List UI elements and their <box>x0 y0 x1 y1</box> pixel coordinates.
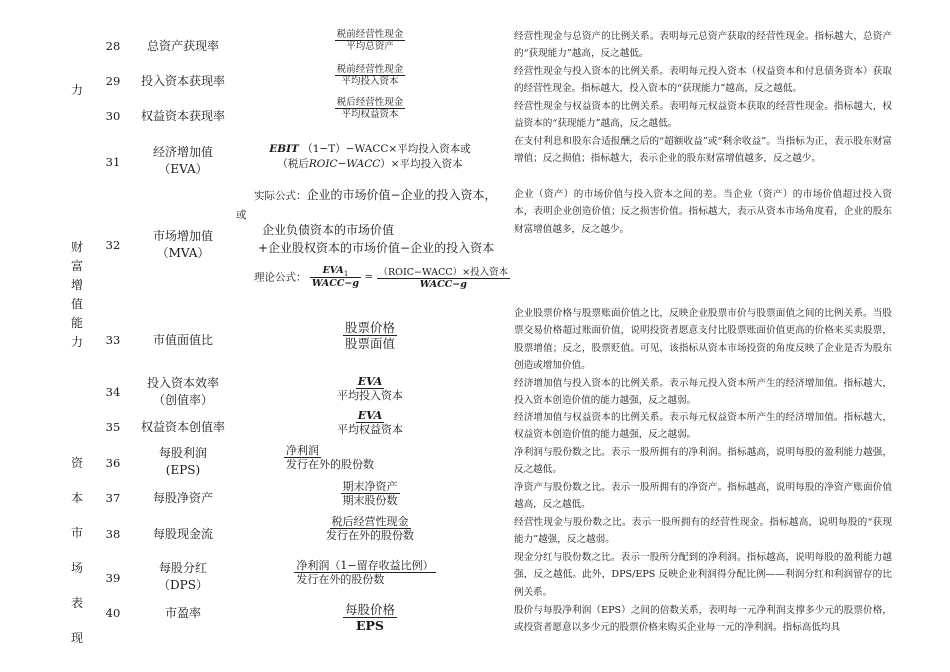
formula: 每股价格 EPS <box>344 602 395 633</box>
row-number: 33 <box>105 333 121 347</box>
formula: EVA 平均权益资本 <box>337 409 403 436</box>
formula: 净利润（1−留存收益比例） 发行在外的股份数 <box>296 559 434 586</box>
indicator-name: 投入资本获现率 <box>140 74 225 88</box>
indicator-description: 现金分红与股份数之比。表示一股所分配到的净利润。指标越高，说明每股的盈利能力越强，反之越低。此外，DPS/EPS 反映企业利润得分配比例——利润分红和利润留存的比例关系。 <box>514 552 892 598</box>
category-label-capacity: 力 <box>70 83 83 97</box>
row-number: 34 <box>105 385 121 399</box>
indicator-description: 经济增加值与投入资本的比例关系。表示每元投入资本所产生的经济增加值。指标越大，投入资本创造价值的能力越强，反之越弱。 <box>514 378 892 407</box>
formula: 税后经营性现金 平均权益资本 <box>336 97 404 120</box>
row-number: 40 <box>105 606 121 620</box>
indicator-name: 市盈率 <box>164 606 201 620</box>
formula-mva-theory: 理论公式： $EVA_1$ WACC−g = （ROIC−WACC）×投入资本 WACC−g <box>254 264 509 290</box>
formula-eva: EBIT （1−T）−WACC×平均投入资本或 （税后ROIC−WACC）×平均投入资本 <box>269 143 471 170</box>
row-number: 30 <box>105 109 121 123</box>
row-number: 38 <box>105 527 121 541</box>
indicator-description: 企业股票价格与股票账面价值之比，反映企业股票市价与股票面值之间的比例关系。当股票交易价格超过账面价值，说明投资者愿意支付比股票账面价值更高的价格来买卖股票，股票增值；反之，股票贬值。可见，该指标从资本市场投资的角度反映了企业是否为股东创造或增加价值。 <box>514 308 892 372</box>
indicator-description: 经营性现金与投入资本的比例关系。表明每元投入资本（权益资本和付息债务资本）获取的经营性现金。指标越大，投入资本的“获现能力”越高，反之越低。 <box>514 66 892 95</box>
indicator-name: 每股净资产 <box>152 491 213 505</box>
formula: 税前经营性现金 平均总资产 <box>336 29 404 52</box>
indicator-description: 净利润与股份数之比。表示一股所拥有的净利润。指标越高，说明每股的盈利能力越强，反之越低。 <box>514 447 892 476</box>
indicator-name: 经济增加值 （EVA） <box>152 145 213 176</box>
row-number: 28 <box>105 39 121 53</box>
indicator-description: 经济增加值与权益资本的比例关系。表示每元权益资本所产生的经济增加值。指标越大，权益资本创造价值的能力越强，反之越弱。 <box>514 412 892 441</box>
formula-mva-alt-line1: 企业负债资本的市场价值 <box>262 223 395 237</box>
indicator-description: 经营性现金与权益资本的比例关系。表明每元权益资本获取的经营性现金。指标越大，权益资本的“获现能力”越高，反之越低。 <box>514 101 892 130</box>
formula-mva-alt-line2: +企业股权资本的市场价值−企业的投入资本 <box>258 241 495 255</box>
formula-mva-or: 或 <box>236 209 247 221</box>
formula: 股票价格 股票面值 <box>344 320 395 351</box>
indicator-description: 经营性现金与股份数之比。表示一股所拥有的经营性现金。指标越高，说明每股的“获现能力”越强，反之越弱。 <box>514 517 892 546</box>
indicator-name: 每股利润 (EPS) <box>158 446 207 477</box>
row-number: 36 <box>105 456 121 470</box>
formula: 税前经营性现金 平均投入资本 <box>336 64 404 87</box>
indicator-name: 投入资本效率 （创值率） <box>146 376 219 407</box>
indicator-description: 股价与每股净利润（EPS）之间的倍数关系，表明每一元净利润支撑多少元的股票价格，或投资者愿意以多少元的股票价格来购买企业每一元的净利润。指标高低均具 <box>514 605 892 634</box>
row-number: 35 <box>105 420 121 434</box>
row-number: 29 <box>105 74 121 88</box>
row-number: 39 <box>105 571 121 585</box>
formula: 税后经营性现金 发行在外的股份数 <box>326 515 414 542</box>
category-label-capital-market: 资 本 市 场 表 现 <box>70 456 83 645</box>
category-label-wealth-growth: 财 富 增 值 能 力 <box>70 240 83 349</box>
formula-mva-actual: 实际公式：企业的市场价值−企业的投入资本， <box>254 188 497 202</box>
indicator-description: 企业（资产）的市场价值与投入资本之间的差。当企业（资产）的市场价值超过投入资本，表明企业创造价值；反之损害价值。指标越大，表示从资本市场角度看，企业的股东财富增值越多，反之越少。 <box>514 189 892 235</box>
formula: EVA 平均投入资本 <box>337 375 403 402</box>
indicator-name: 市场增加值 （MVA） <box>152 229 213 260</box>
formula: 期末净资产 期末股份数 <box>342 480 398 507</box>
indicator-name: 总资产获现率 <box>146 39 219 53</box>
indicator-name: 权益资本获现率 <box>140 109 225 123</box>
indicator-description: 经营性现金与总资产的比例关系。表明每元总资产获取的经营性现金。指标越大，总资产的“获现能力”越高，反之越低。 <box>514 31 892 60</box>
formula: 净利润 发行在外的股份数 <box>286 444 374 471</box>
indicator-name: 权益资本创值率 <box>140 420 225 434</box>
indicator-name: 每股现金流 <box>152 527 213 541</box>
indicator-description: 净资产与股份数之比。表示一股所拥有的净资产。指标越高，说明每股的净资产账面价值越高，反之越低。 <box>514 482 892 511</box>
row-number: 32 <box>105 238 121 252</box>
indicator-name: 市值面值比 <box>152 333 213 347</box>
indicator-description: 在支付利息和股东合适报酬之后的“超额收益”或“剩余收益”。当指标为正，表示股东财富增值；反之损值；指标越大，表示企业的股东财富增值越多，反之越少。 <box>514 136 892 165</box>
row-number: 37 <box>105 491 121 505</box>
indicator-name: 每股分红 （DPS） <box>158 561 208 592</box>
row-number: 31 <box>105 155 121 169</box>
